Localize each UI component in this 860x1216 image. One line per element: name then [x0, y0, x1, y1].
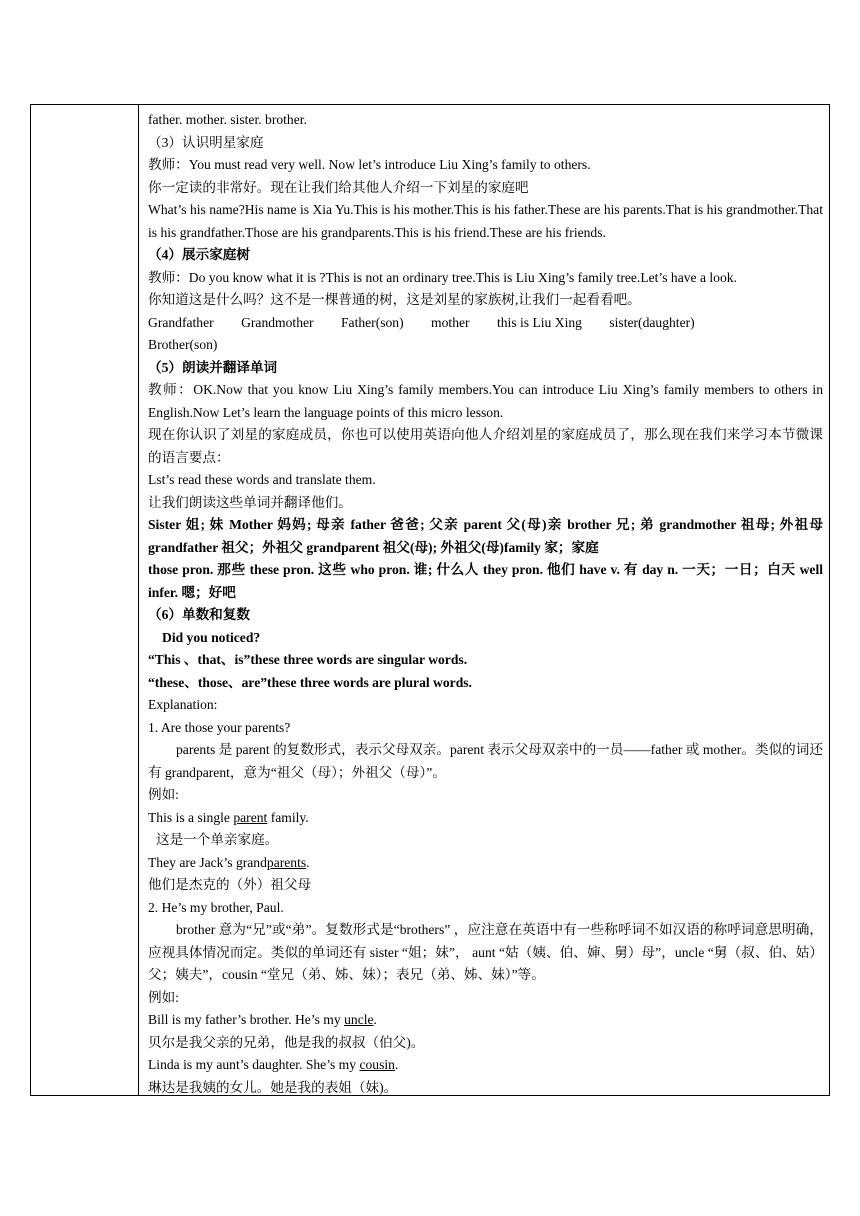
vocabulary-list-2: those pron. 那些 these pron. 这些 who pron. 谁; 什么人 they pron. 他们 have v. 有 day n. 一天；一日；白天 well infer. 嗯；好吧 — [148, 562, 823, 600]
question-line: Did you noticed? — [162, 629, 261, 645]
example-sentence: They are Jack’s grandparents. — [148, 854, 310, 870]
example-label: 例如: — [148, 787, 179, 802]
example-sentence: Bill is my father’s brother. He’s my uncle. — [148, 1012, 377, 1027]
explanation-item-2: 2. He’s my brother, Paul. — [148, 899, 284, 915]
chinese-line: 现在你认识了刘星的家庭成员，你也可以使用英语向他人介绍刘星的家庭成员了，那么现在我们来学习本节微课的语言要点： — [148, 427, 823, 465]
family-tree-row — [148, 312, 823, 335]
tree-item: Grandfather — [148, 314, 214, 330]
read-instruction-cn: 让我们朗读这些单词并翻译他们。 — [148, 494, 352, 510]
example-translation: 他们是杰克的（外）祖父母 — [148, 877, 312, 892]
explanation-paragraph-1: parents 是 parent 的复数形式，表示父母双亲。parent 表示父母双亲中的一员——father 或 mother。类似的词还有 grandparent，意为“祖父（母）；外祖父（母）”。 — [148, 742, 823, 780]
teacher-line: 教师：Do you know what it is ?This is not an ordinary tree.This is Liu Xing’s family tree.Let’s have a look. — [148, 269, 737, 285]
lesson-table — [30, 104, 830, 1096]
explanation-paragraph-2: brother 意为“兄”或“弟”。复数形式是“brothers” ，应注意在英语中有一些称呼词不如汉语的称呼词意思明确，应视具体情况而定。类似的单词还有 sister “姐；妹”， aunt “姑（姨、伯、婶、舅）母”，uncle “舅（叔、伯、姑）父；姨夫”，cousin “堂兄（弟、姊、妹）；表兄（弟、姊、妹）”等。 — [148, 922, 823, 982]
content-cell — [148, 109, 823, 1099]
example-translation: 这是一个单亲家庭。 — [156, 832, 279, 847]
tree-item-brother: Brother(son) — [148, 337, 218, 352]
example-translation: 贝尔是我父亲的兄弟，他是我的叔叔（伯父)。 — [148, 1034, 425, 1050]
section-6-heading: （6）单数和复数 — [148, 607, 250, 622]
read-instruction: Lst’s read these words and translate them. — [148, 472, 376, 487]
example-label: 例如: — [148, 989, 179, 1005]
singular-line: “This 、that、is”these three words are singular words. — [148, 652, 468, 667]
vocabulary-list-1: Sister 姐; 妹 Mother 妈妈; 母亲 father 爸爸; 父亲 parent 父(母)亲 brother 兄; 弟 grandmother 祖母; 外祖母 grandfather 祖父；外祖父 grandparent 祖父(母); 外祖父(母)family 家；家庭 — [148, 517, 823, 555]
example-translation: 琳达是我姨的女儿。她是我的表姐（妹)。 — [148, 1079, 398, 1095]
tree-item: Grandmother — [241, 314, 314, 330]
example-sentence: This is a single parent family. — [148, 809, 309, 825]
explanation-item-1: 1. Are those your parents? — [148, 719, 291, 735]
tree-item: Father(son) — [340, 314, 404, 330]
tree-item: mother — [431, 314, 470, 330]
section-4-heading: （4）展示家庭树 — [148, 247, 250, 262]
tree-item: sister(daughter) — [609, 314, 695, 330]
section-5-heading: （5）朗读并翻译单词 — [148, 359, 278, 375]
teacher-line: 教师：OK.Now that you know Liu Xing’s family members.You can introduce Liu Xing’s family members to others in English.Now Let’s learn the language points of this micro lesson. — [148, 382, 823, 420]
example-sentence: Linda is my aunt’s daughter. She’s my cousin. — [148, 1057, 399, 1072]
family-paragraph: What’s his name?His name is Xia Yu.This is his mother.This is his father.These are his parents.That is his grandmother.That is his grandfather.Those are his grandparents.This is his friend.These are his friends. — [148, 202, 823, 240]
plural-line: “these、those、are”these three words are plural words. — [148, 674, 472, 690]
chinese-line: 你一定读的非常好。现在让我们给其他人介绍一下刘星的家庭吧 — [148, 179, 529, 195]
chinese-line: 你知道这是什么吗？这不是一棵普通的树，这是刘星的家族树,让我们一起看看吧。 — [148, 292, 641, 307]
left-column-cell — [31, 105, 139, 1095]
section-3-heading: （3）认识明星家庭 — [148, 134, 264, 150]
tree-item: this is Liu Xing — [496, 314, 582, 330]
vocab-line: father. mother. sister. brother. — [148, 112, 307, 127]
teacher-line: 教师：You must read very well. Now let’s introduce Liu Xing’s family to others. — [148, 157, 591, 172]
explanation-label: Explanation: — [148, 697, 218, 712]
